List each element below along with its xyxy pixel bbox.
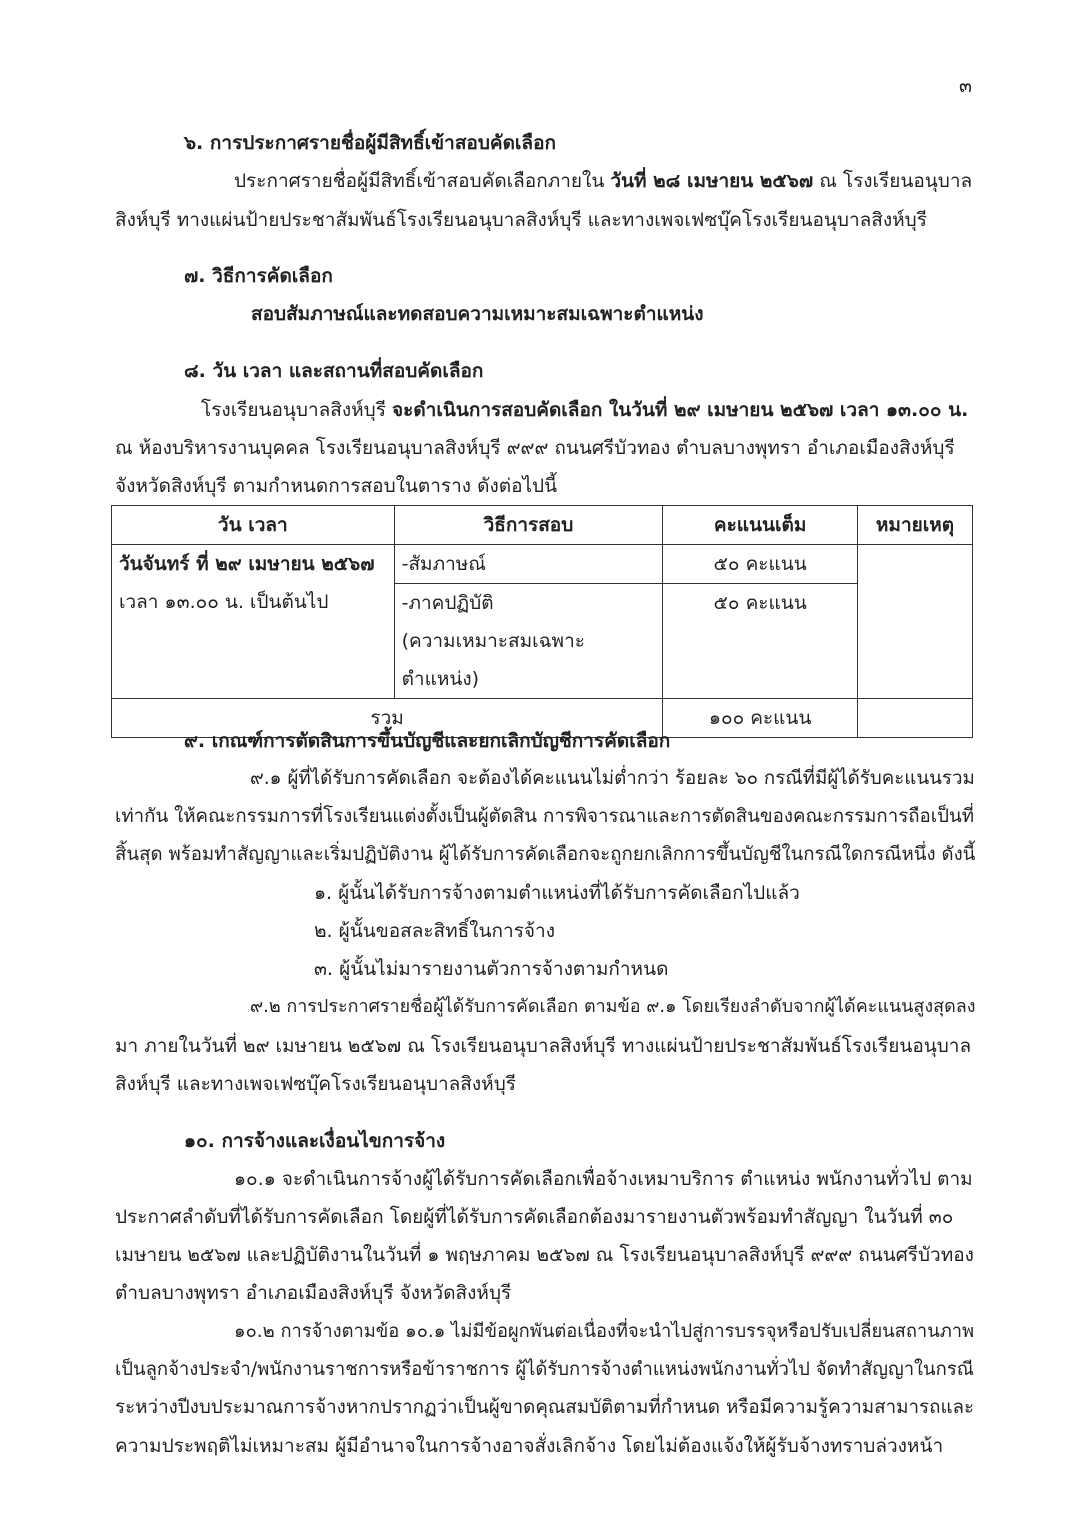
- section-10-2-line-4: ความประพฤติไม่เหมาะสม ผู้มีอำนาจในการจ้างอาจสั่งเลิกจ้าง โดยไม่ต้องแจ้งให้ผู้รับจ้างทราบล่วงหน้า: [115, 1435, 944, 1457]
- cell-total-score: ๑๐๐ คะแนน: [663, 699, 858, 738]
- section-8-heading: ๘. วัน เวลา และสถานที่สอบคัดเลือก: [184, 360, 484, 382]
- col-header-datetime: วัน เวลา: [112, 506, 395, 545]
- section-8-line-2: ณ ห้องบริหารงานบุคคล โรงเรียนอนุบาลสิงห์บุรี ๙๙๙ ถนนศรีบัวทอง ตำบลบางพุทรา อำเภอเมืองสิงห์บุรี: [115, 437, 955, 459]
- cell-datetime: [112, 545, 395, 699]
- section-6-line-2: สิงห์บุรี ทางแผ่นป้ายประชาสัมพันธ์โรงเรียนอนุบาลสิงห์บุรี และทางเพจเฟซบุ๊คโรงเรียนอนุบาลสิงห์บุรี: [115, 209, 927, 231]
- page-number: ๓: [959, 75, 972, 97]
- section-9-1-item-2: ๒. ผู้นั้นขอสละสิทธิ์ในการจ้าง: [314, 920, 555, 942]
- cell-method-interview: -สัมภาษณ์: [394, 545, 663, 584]
- section-10-heading: ๑๐. การจ้างและเงื่อนไขการจ้าง: [184, 1130, 446, 1152]
- section-10-1-line-1: ๑๐.๑ จะดำเนินการจ้างผู้ได้รับการคัดเลือกเพื่อจ้างเหมาบริการ ตำแหน่ง พนักงานทั่วไป ตาม: [234, 1168, 973, 1190]
- section-10-1-line-4: ตำบลบางพุทรา อำเภอเมืองสิงห์บุรี จังหวัดสิงห์บุรี: [115, 1282, 512, 1304]
- table-row: [112, 545, 973, 584]
- cell-score-interview: ๕๐ คะแนน: [663, 545, 858, 584]
- section-6-announce-date: วันที่ ๒๘ เมษายน ๒๕๖๗: [610, 170, 814, 192]
- section-7-heading: ๗. วิธีการคัดเลือก: [184, 265, 333, 287]
- section-9-2-line-1: ๙.๒ การประกาศรายชื่อผู้ได้รับการคัดเลือก ตามข้อ ๙.๑ โดยเรียงลำดับจากผู้ได้คะแนนสูงสุดลง: [250, 996, 976, 1017]
- practical-label: -ภาคปฏิบัติ: [401, 592, 494, 614]
- section-8-exam-datetime: จะดำเนินการสอบคัดเลือก ในวันที่ ๒๙ เมษายน ๒๕๖๗ เวลา ๑๓.๐๐ น.: [392, 399, 969, 421]
- cell-remarks: [858, 545, 973, 699]
- section-6-heading: ๖. การประกาศรายชื่อผู้มีสิทธิ์เข้าสอบคัดเลือก: [184, 132, 556, 154]
- section-6-line-1-end: ณ โรงเรียนอนุบาล: [819, 170, 973, 192]
- section-9-1-item-3: ๓. ผู้นั้นไม่มารายงานตัวการจ้างตามกำหนด: [314, 958, 669, 980]
- cell-method-practical: [394, 584, 663, 699]
- section-9-2-line-3: สิงห์บุรี และทางเพจเฟซบุ๊คโรงเรียนอนุบาลสิงห์บุรี: [115, 1073, 516, 1095]
- col-header-remarks: หมายเหตุ: [858, 506, 973, 545]
- section-6-line-1: [234, 169, 972, 193]
- section-8-line-1: [201, 398, 968, 422]
- section-7-body: สอบสัมภาษณ์และทดสอบความเหมาะสมเฉพาะตำแหน่ง: [251, 303, 704, 325]
- cell-total-remarks: [858, 699, 973, 738]
- section-10-2-line-3: ระหว่างปีงบประมาณการจ้างหากปรากฏว่าเป็นผู้ขาดคุณสมบัติตามที่กำหนด หรือมีความรู้ความสามารถและ: [115, 1397, 975, 1418]
- section-9-1-line-3: สิ้นสุด พร้อมทำสัญญาและเริ่มปฏิบัติงาน ผู้ได้รับการคัดเลือกจะถูกยกเลิกการขึ้นบัญชีในกรณีใดกรณีหนึ่ง ดังนี้: [115, 844, 976, 865]
- cell-total-label: รวม: [112, 699, 663, 738]
- exam-time: เวลา ๑๓.๐๐ น. เป็นต้นไป: [119, 591, 329, 613]
- exam-schedule-table: [111, 505, 973, 738]
- cell-score-practical: ๕๐ คะแนน: [663, 584, 858, 699]
- col-header-full-score: คะแนนเต็ม: [663, 506, 858, 545]
- section-9-1-line-2: เท่ากัน ให้คณะกรรมการที่โรงเรียนแต่งตั้งเป็นผู้ตัดสิน การพิจารณาและการตัดสินของคณะกรรมการถือเป็นที่: [115, 806, 974, 827]
- section-10-1-line-3: เมษายน ๒๕๖๗ และปฏิบัติงานในวันที่ ๑ พฤษภาคม ๒๕๖๗ ณ โรงเรียนอนุบาลสิงห์บุรี ๙๙๙ ถนนศรีบัวทอง: [115, 1244, 974, 1266]
- section-10-1-line-2: ประกาศลำดับที่ได้รับการคัดเลือก โดยผู้ที่ได้รับการคัดเลือกต้องมารายงานตัวพร้อมทำสัญญา ในวันที่ ๓๐: [115, 1206, 954, 1228]
- practical-note: (ความเหมาะสมเฉพาะตำแหน่ง): [401, 630, 585, 690]
- table-header-row: [112, 506, 973, 545]
- section-9-2-line-2: มา ภายในวันที่ ๒๙ เมษายน ๒๕๖๗ ณ โรงเรียนอนุบาลสิงห์บุรี ทางแผ่นป้ายประชาสัมพันธ์โรงเรียนอนุบาล: [115, 1035, 972, 1057]
- section-10-2-line-1: ๑๐.๒ การจ้างตามข้อ ๑๐.๑ ไม่มีข้อผูกพันต่อเนื่องที่จะนำไปสู่การบรรจุหรือปรับเปลี่ยนสถานภาพ: [234, 1321, 975, 1342]
- section-9-1-item-1: ๑. ผู้นั้นได้รับการจ้างตามตำแหน่งที่ได้รับการคัดเลือกไปแล้ว: [314, 882, 800, 904]
- section-8-line-1-text: โรงเรียนอนุบาลสิงห์บุรี: [201, 399, 386, 421]
- exam-date: วันจันทร์ ที่ ๒๙ เมษายน ๒๕๖๗: [119, 553, 375, 575]
- col-header-method: วิธีการสอบ: [394, 506, 663, 545]
- section-6-line-1-text: ประกาศรายชื่อผู้มีสิทธิ์เข้าสอบคัดเลือกภายใน: [234, 170, 605, 192]
- section-8-line-3: จังหวัดสิงห์บุรี ตามกำหนดการสอบในตาราง ดังต่อไปนี้: [115, 475, 558, 497]
- section-9-1-line-1: ๙.๑ ผู้ที่ได้รับการคัดเลือก จะต้องได้คะแนนไม่ต่ำกว่า ร้อยละ ๖๐ กรณีที่มีผู้ได้รับคะแนนรวม: [250, 768, 975, 789]
- section-10-2-line-2: เป็นลูกจ้างประจำ/พนักงานราชการหรือข้าราชการ ผู้ได้รับการจ้างตำแหน่งพนักงานทั่วไป จัดทำสัญญาในกรณี: [115, 1359, 974, 1380]
- section-9-heading: ๙. เกณฑ์การตัดสินการขึ้นบัญชีและยกเลิกบัญชีการคัดเลือก: [184, 730, 671, 752]
